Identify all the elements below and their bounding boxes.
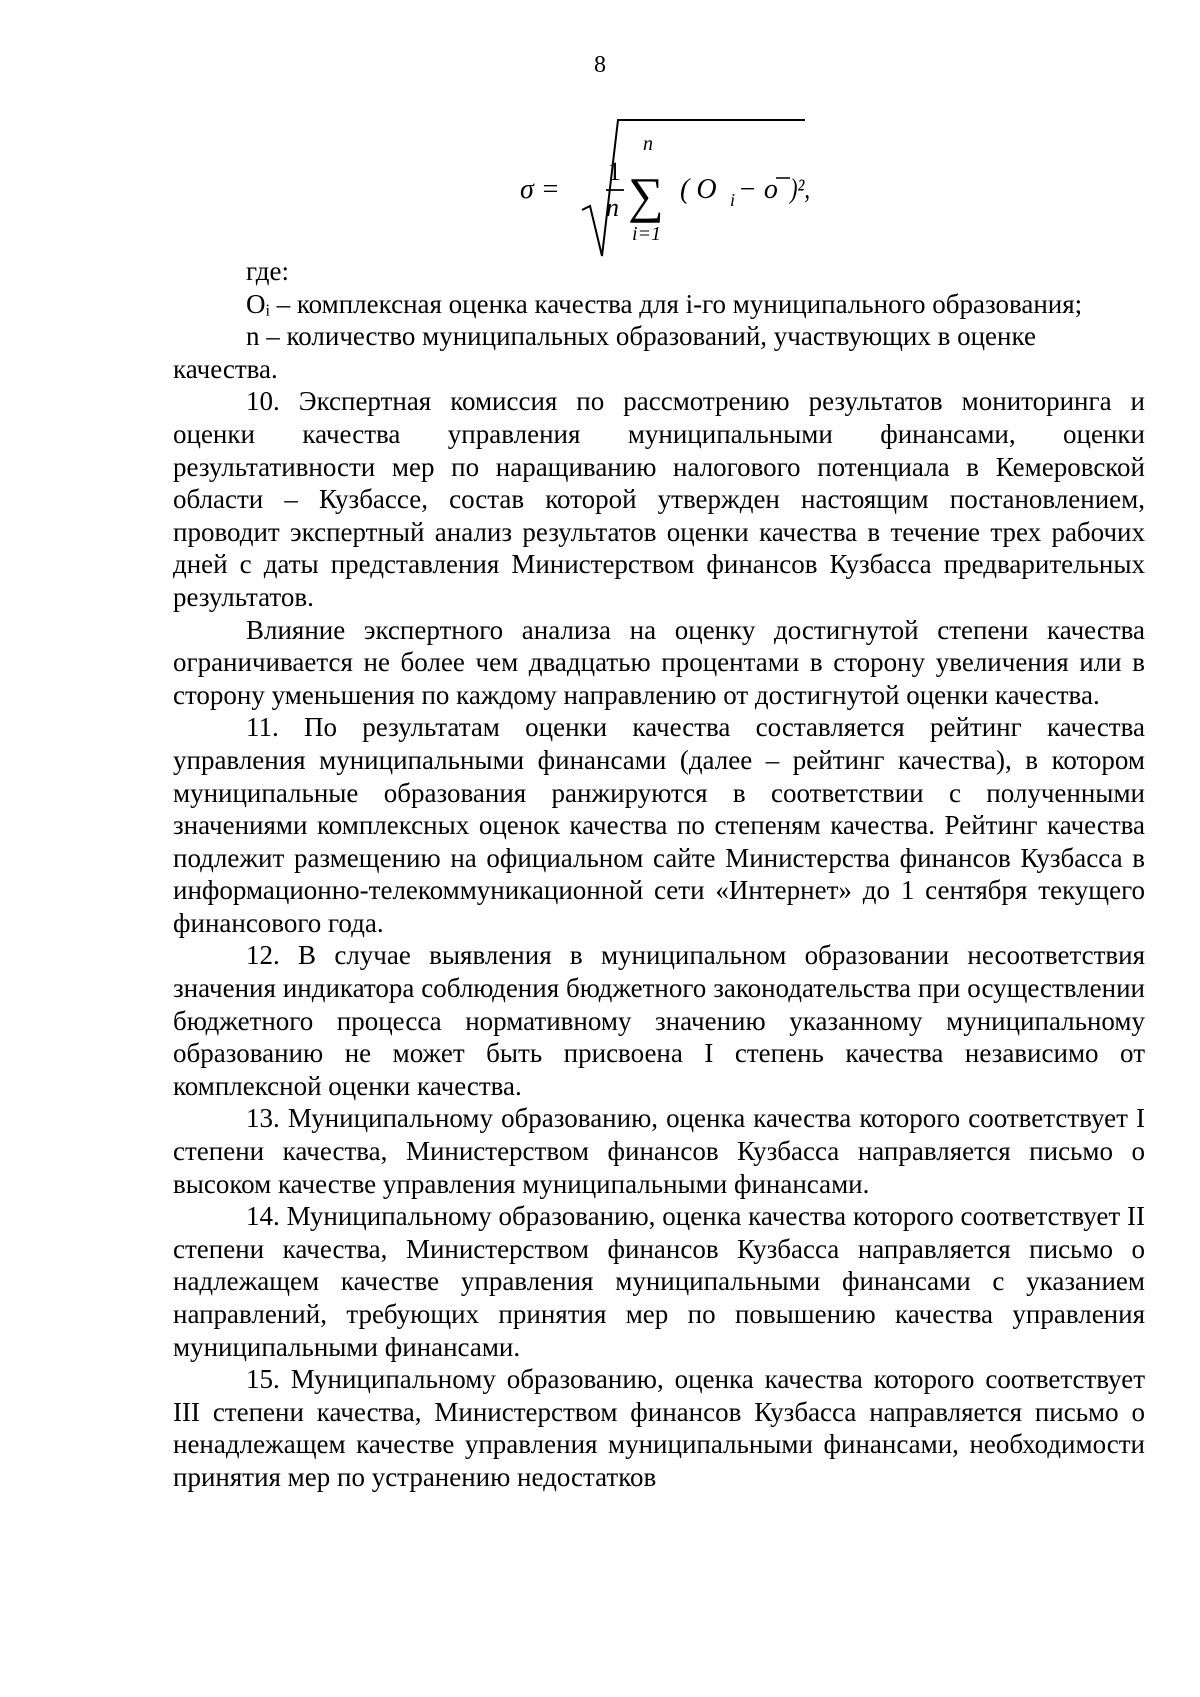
definition-n-continuation: качества.: [173, 353, 278, 384]
sum-upper-limit: n: [643, 133, 653, 155]
document-body: [173, 255, 1145, 1494]
paragraph-11: 11. По результатам оценки качества составляется рейтинг качества управления муниципальными финансами (далее – рейтинг качества), в котором муниципальные образования ранжируются в соответствии с полученными значениями комплексных оценок качества по степеням качества. Рейтинг качества подлежит размещению на официальном сайте Министерства финансов Кузбасса в информационно-телекоммуникационной сети «Интернет» до 1 сентября текущего финансового года.: [173, 712, 1145, 938]
sum-lower-limit: i=1: [632, 223, 662, 245]
standard-deviation-formula: [520, 108, 810, 268]
formula-subscript: i: [730, 190, 736, 210]
paragraph-10: 10. Экспертная комиссия по рассмотрению результатов мониторинга и оценки качества управления муниципальными финансами, оценки результативности мер по наращиванию налогового потенциала в Кемеровской области – Кузбассе, состав которой утвержден настоящим постановлением, проводит экспертный анализ результатов оценки качества в течение трех рабочих дней с даты представления Министерством финансов Кузбасса предварительных результатов.: [173, 386, 1145, 612]
definition-oi: Oᵢ – комплексная оценка качества для i-го муниципального образования;: [246, 288, 1083, 319]
paragraph-12: 12. В случае выявления в муниципальном образовании несоответствия значения индикатора соблюдения бюджетного законодательства при осуществлении бюджетного процесса нормативному значению указанному муниципальному образованию не может быть присвоена I степень качества независимо от комплексной оценки качества.: [173, 940, 1145, 1101]
formula-term: ( O: [680, 174, 717, 205]
paragraph-13: 13. Муниципальному образованию, оценка качества которого соответствует I степени качества, Министерством финансов Кузбасса направляется письмо о высоком качестве управления муниципальными финансами.: [173, 1103, 1145, 1199]
formula-closing: )²,: [788, 174, 810, 205]
formula-lhs: σ =: [520, 174, 560, 205]
sum-symbol: ∑: [628, 167, 664, 223]
fraction-denominator: n: [606, 193, 619, 222]
paragraph-10-influence: Влияние экспертного анализа на оценку достигнутой степени качества ограничивается не более чем двадцатью процентами в сторону увеличения или в сторону уменьшения по каждому направлению от достигнутой оценки качества.: [173, 614, 1145, 710]
formula-minus-mean: − o: [738, 174, 778, 205]
page-number: 8: [594, 52, 606, 78]
where-label: где:: [246, 256, 289, 286]
fraction-numerator: 1: [608, 157, 621, 186]
definition-n: n – количество муниципальных образований, участвующих в оценке: [246, 321, 1036, 352]
paragraph-14: 14. Муниципальному образованию, оценка качества которого соответствует II степени качества, Министерством финансов Кузбасса направляется письмо о надлежащем качестве управления муниципальными финансами с указанием направлений, требующих принятия мер по повышению качества управления муниципальными финансами.: [173, 1201, 1145, 1362]
paragraph-15: 15. Муниципальному образованию, оценка качества которого соответствует III степени качества, Министерством финансов Кузбасса направляется письмо о ненадлежащем качестве управления муниципальными финансами, необходимости принятия мер по устранению недостатков: [173, 1364, 1145, 1492]
